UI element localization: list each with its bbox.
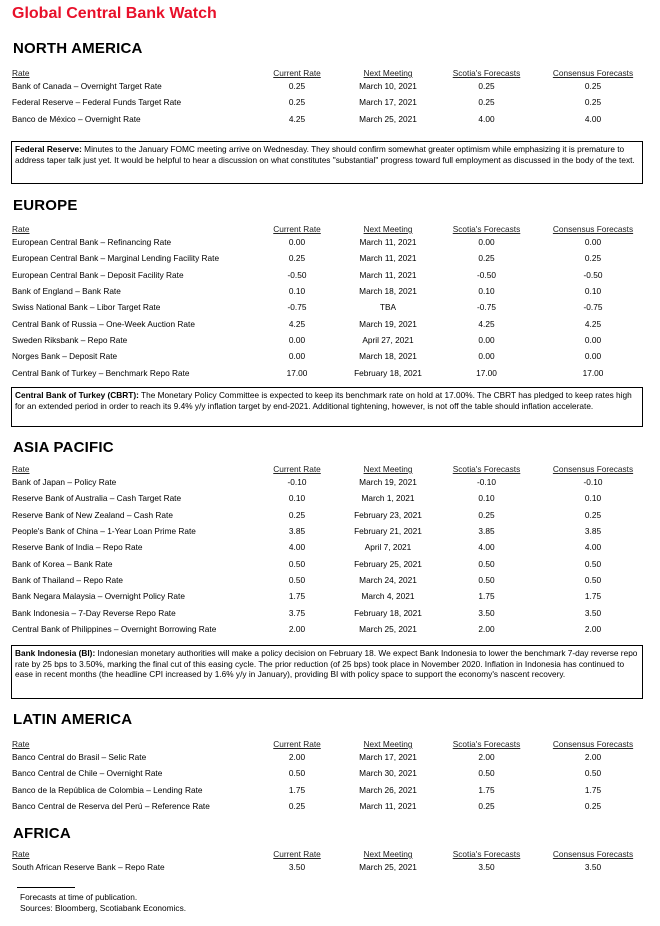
rates-table-north-america	[12, 67, 652, 127]
cell-rate: Bank of Canada – Overnight Target Rate	[12, 81, 162, 92]
table-row	[12, 283, 652, 299]
cell-consensus-forecast: 0.00	[584, 334, 602, 345]
cell-scotia-forecast: 0.25	[478, 801, 495, 812]
cell-current-rate: -0.50	[287, 269, 307, 280]
cell-consensus-forecast: 0.10	[584, 493, 602, 504]
cell-next-meeting: February 18, 2021	[354, 607, 422, 618]
cell-current-rate: 0.00	[288, 351, 306, 362]
cell-next-meeting: March 30, 2021	[359, 768, 417, 779]
cell-consensus-forecast: 4.00	[584, 113, 602, 124]
cell-scotia-forecast: 4.00	[478, 113, 495, 124]
cell-rate: Banco Central de Reserva del Perú – Reference Rate	[12, 801, 210, 812]
cell-consensus-forecast: 0.50	[584, 768, 602, 779]
column-header-consensus-forecast: Consensus Forecasts	[552, 224, 634, 234]
table-row	[12, 78, 652, 94]
table-row	[12, 859, 652, 875]
cell-scotia-forecast: 17.00	[476, 367, 497, 378]
note-central-bank-of-turkey	[11, 387, 643, 427]
section-title-asia-pacific: ASIA PACIFIC	[13, 439, 114, 456]
cell-scotia-forecast: 0.00	[478, 351, 495, 362]
table-row	[12, 332, 652, 348]
cell-current-rate: 1.75	[288, 591, 306, 602]
note-text: Minutes to the January FOMC meeting arrive on Wednesday. They should confirm somewhat greater optimism while emphasizing it is premature to address taper talk just yet. It would be helpful to hear a discussion on what constitutes "substantial" progress toward full employment as discussed in the body of the text.	[15, 144, 635, 165]
note-bank-indonesia	[11, 645, 643, 699]
cell-rate: Bank of England – Bank Rate	[12, 286, 121, 297]
cell-rate: Bank Negara Malaysia – Overnight Policy Rate	[12, 591, 185, 602]
cell-rate: Reserve Bank of Australia – Cash Target Rate	[12, 493, 182, 504]
cell-scotia-forecast: 0.25	[478, 81, 495, 92]
section-title-north-america: NORTH AMERICA	[13, 40, 143, 57]
cell-current-rate: 0.00	[288, 334, 306, 345]
column-header-rate: Rate	[12, 224, 30, 234]
column-header-scotia-forecast: Scotia's Forecasts	[452, 849, 521, 859]
cell-current-rate: 0.10	[288, 493, 306, 504]
cell-consensus-forecast: 0.25	[584, 801, 602, 812]
cell-current-rate: 0.25	[288, 509, 306, 520]
column-header-next-meeting: Next Meeting	[363, 739, 413, 749]
cell-scotia-forecast: 2.00	[478, 623, 495, 634]
cell-scotia-forecast: -0.10	[477, 477, 496, 488]
column-header-scotia-forecast: Scotia's Forecasts	[452, 464, 521, 474]
table-row	[12, 749, 652, 765]
note-federal-reserve	[11, 141, 643, 184]
column-header-consensus-forecast: Consensus Forecasts	[552, 464, 634, 474]
column-header-next-meeting: Next Meeting	[363, 68, 413, 78]
cell-consensus-forecast: 0.00	[584, 351, 602, 362]
cell-current-rate: 17.00	[286, 367, 308, 378]
cell-current-rate: 0.10	[288, 286, 306, 297]
section-title-latin-america: LATIN AMERICA	[13, 711, 133, 728]
cell-consensus-forecast: 0.25	[584, 81, 602, 92]
table-row	[12, 111, 652, 127]
cell-consensus-forecast: 0.00	[584, 237, 602, 248]
cell-next-meeting: March 11, 2021	[359, 801, 417, 812]
table-row	[12, 234, 652, 250]
cell-consensus-forecast: 0.50	[584, 574, 602, 585]
column-header-current-rate: Current Rate	[273, 739, 321, 749]
cell-next-meeting: February 25, 2021	[354, 558, 422, 569]
cell-next-meeting: March 1, 2021	[361, 493, 415, 504]
cell-scotia-forecast: 0.25	[478, 253, 495, 264]
cell-consensus-forecast: 17.00	[582, 367, 604, 378]
cell-current-rate: 0.25	[288, 97, 306, 108]
table-row	[12, 507, 652, 523]
table-row	[12, 315, 652, 331]
cell-consensus-forecast: 0.10	[584, 286, 602, 297]
cell-current-rate: 4.25	[288, 113, 306, 124]
cell-rate: South African Reserve Bank – Repo Rate	[12, 862, 165, 873]
note-label: Federal Reserve:	[15, 144, 82, 154]
column-header-next-meeting: Next Meeting	[363, 224, 413, 234]
column-header-rate: Rate	[12, 68, 30, 78]
cell-next-meeting: March 18, 2021	[359, 286, 417, 297]
cell-consensus-forecast: 1.75	[584, 591, 602, 602]
column-header-scotia-forecast: Scotia's Forecasts	[452, 68, 521, 78]
cell-current-rate: 0.25	[288, 801, 306, 812]
cell-rate: European Central Bank – Deposit Facility Rate	[12, 269, 184, 280]
cell-current-rate: -0.75	[287, 302, 307, 313]
rates-table-europe	[12, 223, 652, 381]
column-header-rate: Rate	[12, 849, 30, 859]
cell-next-meeting: March 25, 2021	[359, 113, 417, 124]
table-row	[12, 267, 652, 283]
cell-current-rate: 0.00	[288, 237, 306, 248]
cell-current-rate: 1.75	[288, 784, 306, 795]
table-header-row	[12, 848, 652, 859]
column-header-consensus-forecast: Consensus Forecasts	[552, 739, 634, 749]
cell-next-meeting: March 17, 2021	[359, 752, 417, 763]
cell-scotia-forecast: -0.75	[477, 302, 496, 313]
cell-next-meeting: March 18, 2021	[359, 351, 417, 362]
table-row	[12, 798, 652, 814]
cell-scotia-forecast: 0.50	[478, 558, 495, 569]
table-row	[12, 621, 652, 637]
cell-rate: Federal Reserve – Federal Funds Target Rate	[12, 97, 182, 108]
cell-rate: Central Bank of Turkey – Benchmark Repo Rate	[12, 367, 190, 378]
cell-rate: Bank of Thailand – Repo Rate	[12, 574, 124, 585]
table-header-row	[12, 67, 652, 78]
cell-current-rate: 0.50	[288, 768, 306, 779]
column-header-rate: Rate	[12, 464, 30, 474]
column-header-current-rate: Current Rate	[273, 849, 321, 859]
cell-consensus-forecast: -0.50	[583, 269, 603, 280]
cell-consensus-forecast: 3.50	[584, 607, 602, 618]
cell-next-meeting: March 17, 2021	[359, 97, 417, 108]
table-row	[12, 490, 652, 506]
table-row	[12, 765, 652, 781]
table-header-row	[12, 463, 652, 474]
cell-consensus-forecast: 0.25	[584, 97, 602, 108]
cell-rate: Banco Central do Brasil – Selic Rate	[12, 752, 147, 763]
cell-scotia-forecast: 0.25	[478, 509, 495, 520]
note-label: Central Bank of Turkey (CBRT):	[15, 390, 139, 400]
cell-consensus-forecast: 1.75	[584, 784, 602, 795]
cell-next-meeting: March 4, 2021	[361, 591, 415, 602]
cell-consensus-forecast: 0.25	[584, 509, 602, 520]
cell-consensus-forecast: -0.10	[583, 477, 603, 488]
note-text: Indonesian monetary authorities will make a policy decision on February 18. We expect Bank Indonesia to lower the benchmark 7-day reverse repo rate by 25 bps to 3.50%, marking the final cut of this easing cycle. The prior reduction (of 25 bps) took place in November 2020. Inflation in Indonesia has continued to ease in recent months (the headline CPI increased by 1.6% y/y in January), providing BI with policy space to support the economy's nascent recovery.	[15, 648, 638, 680]
rates-table-africa	[12, 848, 652, 875]
cell-next-meeting: March 19, 2021	[359, 477, 417, 488]
cell-next-meeting: February 21, 2021	[354, 526, 422, 537]
cell-rate: Reserve Bank of India – Repo Rate	[12, 542, 143, 553]
cell-rate: Reserve Bank of New Zealand – Cash Rate	[12, 509, 173, 520]
cell-rate: European Central Bank – Refinancing Rate	[12, 237, 172, 248]
cell-current-rate: 4.00	[288, 542, 306, 553]
table-row	[12, 299, 652, 315]
cell-next-meeting: March 10, 2021	[359, 81, 417, 92]
cell-next-meeting: March 25, 2021	[359, 862, 417, 873]
cell-current-rate: 0.50	[288, 558, 306, 569]
cell-rate: Bank Indonesia – 7-Day Reverse Repo Rate	[12, 607, 176, 618]
cell-next-meeting: March 11, 2021	[359, 237, 417, 248]
footer-sources: Sources: Bloomberg, Scotiabank Economics.	[20, 903, 187, 913]
cell-scotia-forecast: 0.10	[478, 286, 495, 297]
column-header-scotia-forecast: Scotia's Forecasts	[452, 739, 521, 749]
cell-consensus-forecast: 2.00	[584, 752, 602, 763]
cell-rate: Norges Bank – Deposit Rate	[12, 351, 118, 362]
cell-rate: Banco de la República de Colombia – Lending Rate	[12, 784, 203, 795]
cell-rate: Banco Central de Chile – Overnight Rate	[12, 768, 163, 779]
cell-next-meeting: March 11, 2021	[359, 269, 417, 280]
cell-scotia-forecast: 0.25	[478, 97, 495, 108]
column-header-next-meeting: Next Meeting	[363, 464, 413, 474]
cell-current-rate: 3.75	[288, 607, 306, 618]
column-header-current-rate: Current Rate	[273, 224, 321, 234]
cell-rate: Sweden Riksbank – Repo Rate	[12, 334, 128, 345]
cell-scotia-forecast: 3.50	[478, 607, 495, 618]
cell-next-meeting: February 23, 2021	[354, 509, 422, 520]
cell-consensus-forecast: 0.50	[584, 558, 602, 569]
cell-next-meeting: March 19, 2021	[359, 318, 417, 329]
cell-next-meeting: April 27, 2021	[362, 334, 414, 345]
table-row	[12, 474, 652, 490]
cell-scotia-forecast: 0.50	[478, 768, 495, 779]
table-row	[12, 348, 652, 364]
cell-scotia-forecast: 4.00	[478, 542, 495, 553]
cell-next-meeting: TBA	[379, 302, 397, 313]
cell-scotia-forecast: 0.00	[478, 334, 495, 345]
table-row	[12, 604, 652, 620]
section-title-africa: AFRICA	[13, 825, 71, 842]
column-header-current-rate: Current Rate	[273, 464, 321, 474]
cell-next-meeting: March 25, 2021	[359, 623, 417, 634]
cell-scotia-forecast: 2.00	[478, 752, 495, 763]
cell-rate: Bank of Japan – Policy Rate	[12, 477, 117, 488]
column-header-consensus-forecast: Consensus Forecasts	[552, 68, 634, 78]
table-row	[12, 250, 652, 266]
cell-current-rate: -0.10	[287, 477, 307, 488]
table-row	[12, 364, 652, 380]
cell-current-rate: 2.00	[288, 623, 306, 634]
cell-next-meeting: March 24, 2021	[359, 574, 417, 585]
cell-consensus-forecast: -0.75	[583, 302, 603, 313]
cell-scotia-forecast: 1.75	[478, 784, 495, 795]
cell-scotia-forecast: 3.50	[478, 862, 495, 873]
cell-next-meeting: March 26, 2021	[359, 784, 417, 795]
cell-scotia-forecast: -0.50	[477, 269, 496, 280]
footer-note: Forecasts at time of publication.	[20, 892, 138, 902]
cell-consensus-forecast: 0.25	[584, 253, 602, 264]
cell-rate: Banco de México – Overnight Rate	[12, 113, 141, 124]
column-header-consensus-forecast: Consensus Forecasts	[552, 849, 634, 859]
cell-rate: Swiss National Bank – Libor Target Rate	[12, 302, 161, 313]
column-header-next-meeting: Next Meeting	[363, 849, 413, 859]
cell-rate: Central Bank of Russia – One-Week Auction Rate	[12, 318, 195, 329]
cell-scotia-forecast: 0.00	[478, 237, 495, 248]
cell-current-rate: 3.50	[288, 862, 306, 873]
table-row	[12, 588, 652, 604]
column-header-current-rate: Current Rate	[273, 68, 321, 78]
cell-scotia-forecast: 0.50	[478, 574, 495, 585]
cell-scotia-forecast: 3.85	[478, 526, 495, 537]
cell-consensus-forecast: 4.25	[584, 318, 602, 329]
cell-current-rate: 0.25	[288, 81, 306, 92]
note-text: The Monetary Policy Committee is expected to keep its benchmark rate on hold at 17.00%. The CBRT has pledged to keep rates high for an extended period in order to reach its 9.4% y/y inflation target by end-2021. Additional tightening, however, is not off the table should inflation accelerate.	[15, 390, 632, 411]
cell-current-rate: 3.85	[288, 526, 306, 537]
cell-rate: People's Bank of China – 1-Year Loan Prime Rate	[12, 526, 196, 537]
cell-scotia-forecast: 1.75	[478, 591, 495, 602]
table-row	[12, 572, 652, 588]
cell-consensus-forecast: 2.00	[584, 623, 602, 634]
table-header-row	[12, 738, 652, 749]
cell-next-meeting: April 7, 2021	[364, 542, 412, 553]
cell-current-rate: 2.00	[288, 752, 306, 763]
table-row	[12, 539, 652, 555]
cell-next-meeting: March 11, 2021	[359, 253, 417, 264]
note-label: Bank Indonesia (BI):	[15, 648, 96, 658]
cell-current-rate: 4.25	[288, 318, 306, 329]
cell-consensus-forecast: 3.50	[584, 862, 602, 873]
page-title: Global Central Bank Watch	[12, 5, 217, 22]
table-row	[12, 555, 652, 571]
table-row	[12, 523, 652, 539]
cell-rate: Bank of Korea – Bank Rate	[12, 558, 113, 569]
section-title-europe: EUROPE	[13, 197, 78, 214]
rates-table-latin-america	[12, 738, 652, 814]
cell-rate: European Central Bank – Marginal Lending Facility Rate	[12, 253, 220, 264]
footer-divider	[17, 887, 75, 888]
rates-table-asia-pacific	[12, 463, 652, 637]
cell-next-meeting: February 18, 2021	[354, 367, 422, 378]
table-row	[12, 782, 652, 798]
cell-rate: Central Bank of Philippines – Overnight Borrowing Rate	[12, 623, 217, 634]
column-header-rate: Rate	[12, 739, 30, 749]
column-header-scotia-forecast: Scotia's Forecasts	[452, 224, 521, 234]
cell-current-rate: 0.25	[288, 253, 306, 264]
cell-scotia-forecast: 0.10	[478, 493, 495, 504]
table-row	[12, 94, 652, 110]
cell-consensus-forecast: 3.85	[584, 526, 602, 537]
table-header-row	[12, 223, 652, 234]
cell-consensus-forecast: 4.00	[584, 542, 602, 553]
cell-current-rate: 0.50	[288, 574, 306, 585]
cell-scotia-forecast: 4.25	[478, 318, 495, 329]
